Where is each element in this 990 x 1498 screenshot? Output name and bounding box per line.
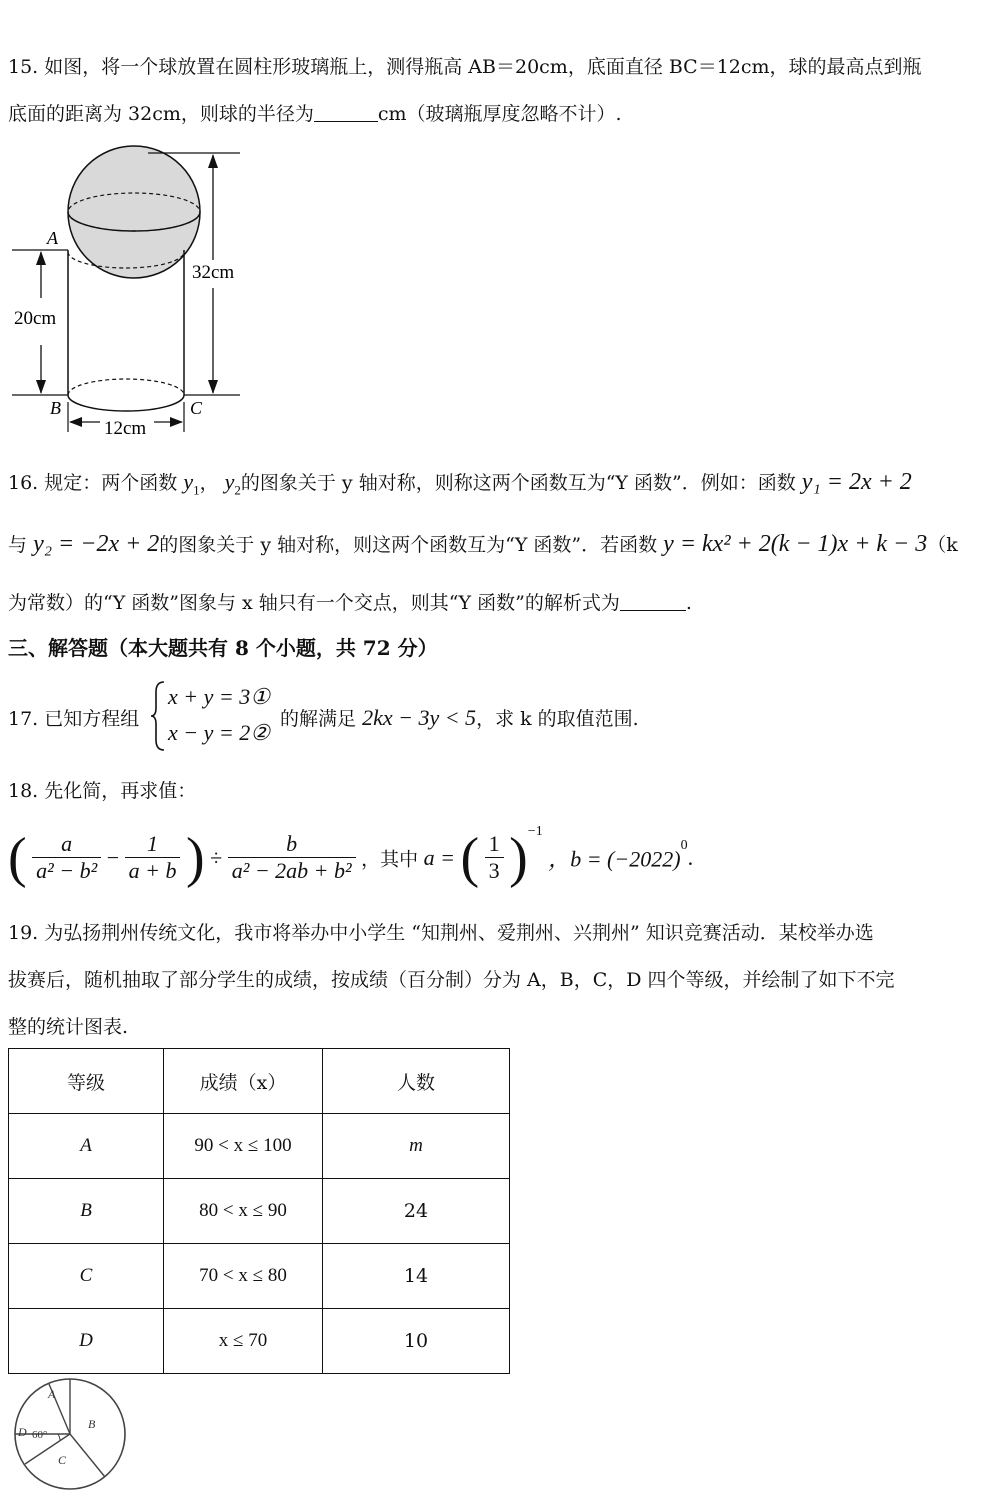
q18-a-num: 1	[485, 831, 504, 858]
q19-line1: 19. 为弘扬荆州传统文化，我市将举办中小学生 “知荆州、爱荆州、兴荆州” 知识竞赛活动．某校举办选	[8, 922, 874, 944]
q17-prefix: 17. 已知方程组	[8, 708, 140, 730]
q15-line2-suffix: cm（玻璃瓶厚度忽略不计）.	[377, 103, 622, 125]
q18-frac1	[32, 831, 101, 884]
q18-frac2-num: 1	[125, 831, 181, 858]
table-header-score: 成绩（x）	[164, 1049, 323, 1114]
pie-angle-d: 60°	[32, 1429, 48, 1441]
table-header-grade: 等级	[9, 1049, 164, 1114]
q18-frac1-den: a² − b²	[36, 858, 98, 884]
q16-line1-text: 16. 规定：两个函数	[8, 472, 178, 494]
table-row	[9, 1309, 510, 1374]
q18-frac3	[228, 831, 356, 884]
q18-frac2-den: a + b	[128, 858, 177, 884]
q18-frac1-num: a	[32, 831, 101, 858]
q18-where: ，其中	[361, 848, 419, 871]
q16-y2-symbol: $y_2$	[224, 469, 241, 498]
q15-label-a: A	[47, 228, 58, 248]
q18-b-eq: ，b = (−2022)	[548, 846, 681, 872]
pie-label-a: A	[48, 1387, 56, 1401]
q18-a-den: 3	[488, 858, 500, 884]
q15-label-32cm: 32cm	[192, 262, 235, 283]
q15-label-b: B	[50, 398, 61, 418]
q16-answer-blank	[620, 610, 686, 611]
table-cell-count: 24	[323, 1179, 510, 1244]
q16-example-eq2: y₂ = −2x + 2	[33, 531, 160, 557]
q18-frac2	[125, 831, 181, 884]
table-cell-grade: B	[9, 1179, 164, 1244]
q15-figure	[8, 140, 248, 440]
table-cell-count: 10	[323, 1309, 510, 1374]
q16-function: y = kx² + 2(k − 1)x + k − 3	[663, 531, 928, 557]
q18-expression: ( $\frac{a}{\text{a² − b²}}$ − $\frac{1}{a + b}$ ) ÷ $\frac{b}{\text{a² − 2ab + b²}}$ ，其中 a = ( $\frac{1}{3}$ )$^{-1}$ ，$b = (-2022)^0$.	[8, 824, 694, 889]
q18-end: .	[687, 844, 694, 870]
q15-label-12cm: 12cm	[104, 418, 147, 439]
q18-left-paren: (	[8, 826, 27, 889]
q17-brace	[150, 680, 166, 752]
q15-answer-blank	[314, 121, 378, 122]
q15-label-c: C	[190, 398, 203, 418]
table-cell-grade: C	[9, 1244, 164, 1309]
q17-inequality: 2kx − 3y < 5	[362, 705, 477, 730]
q18-title: 18. 先化简，再求值：	[8, 780, 197, 802]
q19-line2: 拔赛后，随机抽取了部分学生的成绩，按成绩（百分制）分为 A，B，C，D 四个等级，并绘制了如下不完	[8, 969, 895, 991]
q16-line2	[8, 530, 958, 558]
table-cell-range: 90 < x ≤ 100	[164, 1114, 323, 1179]
q16-y1-symbol: $y_1$	[183, 469, 200, 498]
table-cell-count: m	[323, 1114, 510, 1179]
table-cell-count: 14	[323, 1244, 510, 1309]
table-row	[9, 1179, 510, 1244]
table-cell-grade: D	[9, 1309, 164, 1374]
q16-line2-end: （k	[927, 534, 958, 556]
table-cell-range: 80 < x ≤ 90	[164, 1179, 323, 1244]
q15-line1: 15. 如图，将一个球放置在圆柱形玻璃瓶上，测得瓶高 AB＝20cm，底面直径 BC＝12cm，球的最高点到瓶	[8, 56, 922, 78]
q19-grade-table	[8, 1048, 510, 1374]
table-row	[9, 1114, 510, 1179]
pie-label-c: C	[58, 1453, 67, 1467]
section3-title: 三、解答题（本大题共有 8 个小题，共 72 分）	[8, 636, 438, 660]
q17-rest	[280, 704, 639, 731]
q17-eq2: x − y = 2②	[168, 720, 270, 745]
q17-suffix: ，求 k 的取值范围.	[476, 708, 639, 730]
q19-pie-chart	[8, 1378, 134, 1494]
q18-b-exponent: 0	[680, 838, 688, 853]
q16-line2-pre: 与	[8, 534, 28, 556]
table-cell-range: 70 < x ≤ 80	[164, 1244, 323, 1309]
q15-label-20cm: 20cm	[14, 308, 57, 329]
q17-eq1: x + y = 3①	[168, 684, 270, 709]
q16-line1-mid: 的图象关于 y 轴对称，则称这两个函数互为“Y 函数”．例如：函数	[240, 472, 796, 494]
q18-frac3-num: b	[228, 831, 356, 858]
q16-example-eq1: y₁ = 2x + 2	[801, 469, 912, 495]
q17-middle: 的解满足	[280, 708, 357, 730]
q18-frac3-den: a² − 2ab + b²	[231, 858, 352, 884]
q15-line2	[8, 99, 622, 126]
table-cell-range: x ≤ 70	[164, 1309, 323, 1374]
q15-line2-text: 底面的距离为 32cm，则球的半径为	[8, 103, 314, 125]
q18-a-exponent: −1	[527, 824, 543, 839]
pie-label-d: D	[18, 1425, 27, 1439]
pie-label-b: B	[88, 1417, 96, 1431]
table-cell-grade: A	[9, 1114, 164, 1179]
q16-line1: 16. 规定：两个函数 $y_1$， $y_2$的图象关于 y 轴对称，则称这两个函数互为“Y 函数”．例如：函数 y₁ = 2x + 2	[8, 469, 912, 498]
q18-right-paren: )	[185, 826, 205, 889]
table-header-row	[9, 1049, 510, 1114]
q18-a-eq: a =	[423, 844, 455, 870]
q16-line3	[8, 588, 692, 615]
q16-line3-end: .	[685, 592, 692, 614]
table-header-count: 人数	[323, 1049, 510, 1114]
q16-line3-text: 为常数）的“Y 函数”图象与 x 轴只有一个交点，则其“Y 函数”的解析式为	[8, 592, 620, 614]
table-row	[9, 1244, 510, 1309]
q19-line3: 整的统计图表.	[8, 1016, 129, 1038]
q16-line2-mid: 的图象关于 y 轴对称，则这两个函数互为“Y 函数”．若函数	[159, 534, 658, 556]
q18-a-frac	[485, 831, 504, 884]
